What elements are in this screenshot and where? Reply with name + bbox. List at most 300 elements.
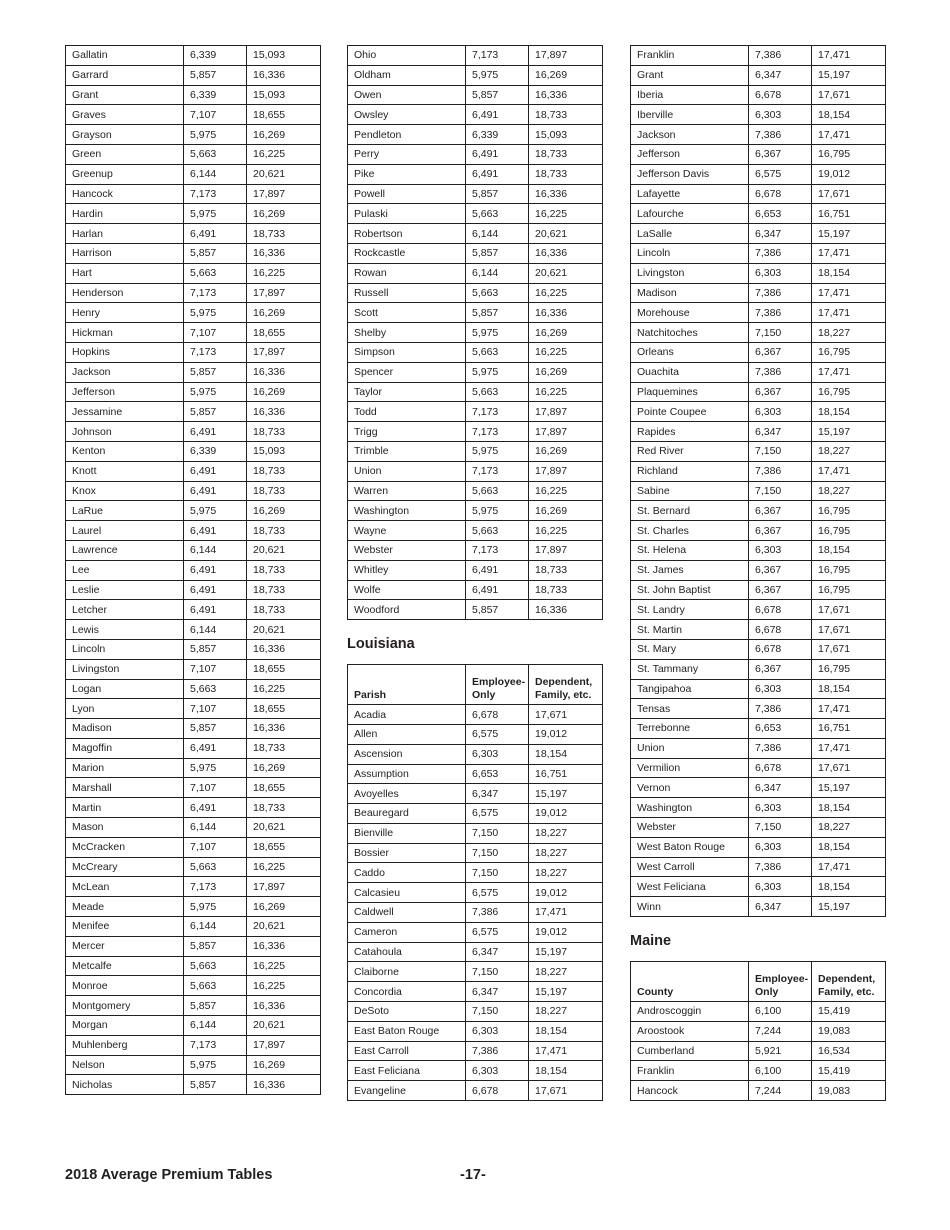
dependent-family-cell: 17,471 [529,903,603,923]
name-cell: Jefferson [66,382,184,402]
header-parish: Parish [348,665,466,705]
dependent-family-cell: 16,269 [529,441,603,461]
employee-only-cell: 5,975 [184,125,247,145]
name-cell: Garrard [66,65,184,85]
employee-only-cell: 5,857 [184,65,247,85]
name-cell: Jefferson [631,144,749,164]
name-cell: McCracken [66,837,184,857]
name-cell: Madison [631,283,749,303]
table-row [631,402,886,422]
table-row [348,184,603,204]
employee-only-cell: 6,303 [466,1061,529,1081]
employee-only-cell: 5,857 [184,1075,247,1095]
dependent-family-cell: 17,471 [529,1041,603,1061]
table-row [348,982,603,1002]
name-cell: McCreary [66,857,184,877]
table-row [66,65,321,85]
name-cell: Muhlenberg [66,1035,184,1055]
employee-only-cell: 6,491 [184,738,247,758]
name-cell: Harrison [66,243,184,263]
dependent-family-cell: 20,621 [247,540,321,560]
name-cell: Vernon [631,778,749,798]
table-row [66,877,321,897]
table-row [66,956,321,976]
table-row [631,1002,886,1022]
employee-only-cell: 5,663 [184,263,247,283]
name-cell: Wayne [348,521,466,541]
employee-only-cell: 7,150 [466,1002,529,1022]
table-row [348,922,603,942]
table-row [66,303,321,323]
name-cell: Nelson [66,1055,184,1075]
table-row [348,1081,603,1101]
employee-only-cell: 7,386 [749,283,812,303]
employee-only-cell: 7,386 [466,1041,529,1061]
employee-only-cell: 7,173 [466,461,529,481]
employee-only-cell: 6,303 [749,679,812,699]
employee-only-cell: 6,303 [466,1021,529,1041]
header-employee-only: Employee- Only [749,962,812,1002]
employee-only-cell: 6,144 [184,1016,247,1036]
table-row [66,283,321,303]
dependent-family-cell: 15,093 [247,85,321,105]
employee-only-cell: 7,386 [749,46,812,66]
dependent-family-cell: 15,197 [529,982,603,1002]
table-row [631,224,886,244]
employee-only-cell: 7,150 [466,823,529,843]
dependent-family-cell: 19,012 [812,164,886,184]
employee-only-cell: 6,144 [184,818,247,838]
name-cell: Calcasieu [348,883,466,903]
employee-only-cell: 5,663 [184,956,247,976]
employee-only-cell: 7,173 [184,184,247,204]
table-row [66,263,321,283]
dependent-family-cell: 18,655 [247,778,321,798]
dependent-family-cell: 17,471 [812,283,886,303]
table-row [66,441,321,461]
name-cell: Monroe [66,976,184,996]
table-row [66,105,321,125]
louisiana-title: Louisiana [347,636,415,653]
employee-only-cell: 5,975 [466,323,529,343]
employee-only-cell: 6,303 [749,402,812,422]
table-row [66,837,321,857]
name-cell: Union [348,461,466,481]
name-cell: West Carroll [631,857,749,877]
dependent-family-cell: 16,225 [529,382,603,402]
table-row [348,65,603,85]
table-row [66,342,321,362]
name-cell: Webster [348,540,466,560]
dependent-family-cell: 20,621 [529,263,603,283]
dependent-family-cell: 15,093 [529,125,603,145]
name-cell: Jessamine [66,402,184,422]
name-cell: Pointe Coupee [631,402,749,422]
table-row [348,303,603,323]
dependent-family-cell: 16,225 [529,481,603,501]
name-cell: Ouachita [631,362,749,382]
dependent-family-cell: 18,154 [812,263,886,283]
dependent-family-cell: 16,795 [812,382,886,402]
table-row [348,461,603,481]
employee-only-cell: 7,150 [749,323,812,343]
table-row [631,659,886,679]
table-row [631,303,886,323]
name-cell: Androscoggin [631,1002,749,1022]
employee-only-cell: 6,303 [466,744,529,764]
dependent-family-cell: 18,733 [529,105,603,125]
table-row [66,580,321,600]
name-cell: Hardin [66,204,184,224]
name-cell: Evangeline [348,1081,466,1101]
dependent-family-cell: 18,655 [247,837,321,857]
employee-only-cell: 6,144 [466,224,529,244]
dependent-family-cell: 18,227 [812,323,886,343]
employee-only-cell: 7,386 [466,903,529,923]
name-cell: St. James [631,560,749,580]
dependent-family-cell: 17,897 [529,422,603,442]
name-cell: Metcalfe [66,956,184,976]
table-row [66,699,321,719]
name-cell: Magoffin [66,738,184,758]
name-cell: Orleans [631,342,749,362]
employee-only-cell: 6,491 [466,144,529,164]
name-cell: Oldham [348,65,466,85]
dependent-family-cell: 15,093 [247,441,321,461]
name-cell: Lawrence [66,540,184,560]
table-row [631,481,886,501]
employee-only-cell: 6,144 [184,164,247,184]
table-row [66,540,321,560]
dependent-family-cell: 18,733 [247,738,321,758]
dependent-family-cell: 18,733 [247,422,321,442]
table-row [348,863,603,883]
employee-only-cell: 6,303 [749,877,812,897]
employee-only-cell: 7,107 [184,699,247,719]
table-row [631,897,886,917]
table-row [631,422,886,442]
dependent-family-cell: 18,733 [247,461,321,481]
table-row [348,942,603,962]
dependent-family-cell: 16,269 [247,501,321,521]
employee-only-cell: 5,975 [184,204,247,224]
name-cell: Owsley [348,105,466,125]
name-cell: Owen [348,85,466,105]
table-row [631,125,886,145]
dependent-family-cell: 17,671 [812,620,886,640]
dependent-family-cell: 18,733 [247,580,321,600]
dependent-family-cell: 18,733 [529,144,603,164]
employee-only-cell: 6,367 [749,144,812,164]
table-row [631,46,886,66]
name-cell: Perry [348,144,466,164]
employee-only-cell: 6,144 [184,917,247,937]
employee-only-cell: 7,173 [466,402,529,422]
dependent-family-cell: 16,269 [529,362,603,382]
table-row [66,778,321,798]
table-row [66,639,321,659]
name-cell: Pulaski [348,204,466,224]
name-cell: Allen [348,724,466,744]
dependent-family-cell: 17,471 [812,362,886,382]
table-row [66,560,321,580]
dependent-family-cell: 16,336 [529,600,603,620]
employee-only-cell: 7,244 [749,1081,812,1101]
header-county: County [631,962,749,1002]
dependent-family-cell: 18,154 [812,540,886,560]
dependent-family-cell: 18,733 [247,798,321,818]
dependent-family-cell: 18,154 [812,837,886,857]
dependent-family-cell: 18,655 [247,699,321,719]
name-cell: Grayson [66,125,184,145]
name-cell: Aroostook [631,1021,749,1041]
employee-only-cell: 7,173 [184,342,247,362]
name-cell: Ascension [348,744,466,764]
dependent-family-cell: 20,621 [247,917,321,937]
employee-only-cell: 6,339 [184,85,247,105]
dependent-family-cell: 18,154 [529,744,603,764]
table-row [631,877,886,897]
table-row [66,521,321,541]
name-cell: Franklin [631,1061,749,1081]
name-cell: Winn [631,897,749,917]
name-cell: Simpson [348,342,466,362]
name-cell: Concordia [348,982,466,1002]
employee-only-cell: 7,173 [466,540,529,560]
name-cell: Lincoln [631,243,749,263]
dependent-family-cell: 16,269 [247,1055,321,1075]
dependent-family-cell: 17,471 [812,303,886,323]
employee-only-cell: 6,347 [749,65,812,85]
name-cell: East Carroll [348,1041,466,1061]
name-cell: Powell [348,184,466,204]
employee-only-cell: 6,678 [749,758,812,778]
dependent-family-cell: 17,471 [812,738,886,758]
employee-only-cell: 6,347 [466,942,529,962]
dependent-family-cell: 18,655 [247,105,321,125]
name-cell: Trimble [348,441,466,461]
name-cell: East Feliciana [348,1061,466,1081]
table-row [348,382,603,402]
table-row [348,46,603,66]
dependent-family-cell: 18,655 [247,323,321,343]
name-cell: Richland [631,461,749,481]
name-cell: Lafayette [631,184,749,204]
table-row [348,823,603,843]
table-row [66,659,321,679]
name-cell: Caldwell [348,903,466,923]
dependent-family-cell: 19,012 [529,804,603,824]
dependent-family-cell: 16,336 [529,243,603,263]
name-cell: St. Martin [631,620,749,640]
name-cell: Bossier [348,843,466,863]
employee-only-cell: 6,491 [184,798,247,818]
employee-only-cell: 6,144 [184,620,247,640]
name-cell: East Baton Rouge [348,1021,466,1041]
dependent-family-cell: 17,897 [247,184,321,204]
table-row [66,323,321,343]
dependent-family-cell: 16,336 [247,719,321,739]
employee-only-cell: 7,173 [466,46,529,66]
table-row [66,362,321,382]
table-row [66,917,321,937]
table-row [348,323,603,343]
employee-only-cell: 5,975 [466,65,529,85]
dependent-family-cell: 17,671 [529,1081,603,1101]
name-cell: Johnson [66,422,184,442]
dependent-family-cell: 16,751 [812,719,886,739]
name-cell: Pike [348,164,466,184]
dependent-family-cell: 16,269 [247,382,321,402]
employee-only-cell: 5,663 [184,144,247,164]
employee-only-cell: 5,663 [466,521,529,541]
employee-only-cell: 5,857 [184,719,247,739]
employee-only-cell: 5,857 [466,600,529,620]
table-row [66,1055,321,1075]
dependent-family-cell: 20,621 [247,620,321,640]
table-row [66,46,321,66]
employee-only-cell: 7,107 [184,837,247,857]
table-row [631,1061,886,1081]
dependent-family-cell: 19,012 [529,922,603,942]
dependent-family-cell: 20,621 [529,224,603,244]
table-row [631,719,886,739]
employee-only-cell: 6,367 [749,382,812,402]
dependent-family-cell: 16,751 [812,204,886,224]
dependent-family-cell: 15,197 [812,778,886,798]
employee-only-cell: 6,367 [749,342,812,362]
name-cell: Logan [66,679,184,699]
dependent-family-cell: 18,733 [529,164,603,184]
employee-only-cell: 6,653 [749,719,812,739]
dependent-family-cell: 17,897 [529,461,603,481]
employee-only-cell: 6,491 [466,580,529,600]
header-employee-only: Employee- Only [466,665,529,705]
column-1 [65,45,321,1095]
table-row [631,738,886,758]
table-row [66,620,321,640]
name-cell: Warren [348,481,466,501]
name-cell: Rapides [631,422,749,442]
name-cell: Spencer [348,362,466,382]
name-cell: St. Landry [631,600,749,620]
employee-only-cell: 6,491 [184,224,247,244]
dependent-family-cell: 18,227 [812,441,886,461]
employee-only-cell: 7,107 [184,778,247,798]
dependent-family-cell: 18,154 [812,679,886,699]
dependent-family-cell: 16,751 [529,764,603,784]
name-cell: Lafourche [631,204,749,224]
dependent-family-cell: 18,227 [529,843,603,863]
table-row [66,897,321,917]
name-cell: McLean [66,877,184,897]
name-cell: Iberville [631,105,749,125]
table-row [631,560,886,580]
employee-only-cell: 6,100 [749,1061,812,1081]
employee-only-cell: 6,575 [749,164,812,184]
name-cell: Assumption [348,764,466,784]
table-row [66,1075,321,1095]
employee-only-cell: 6,303 [749,798,812,818]
name-cell: Montgomery [66,996,184,1016]
name-cell: Union [631,738,749,758]
dependent-family-cell: 18,154 [812,877,886,897]
dependent-family-cell: 17,471 [812,243,886,263]
table-row [348,784,603,804]
table-row [631,857,886,877]
dependent-family-cell: 18,227 [529,823,603,843]
name-cell: Marion [66,758,184,778]
table-row [631,105,886,125]
dependent-family-cell: 17,897 [529,540,603,560]
name-cell: LaRue [66,501,184,521]
table-row [631,600,886,620]
employee-only-cell: 7,173 [466,422,529,442]
employee-only-cell: 5,857 [184,936,247,956]
employee-only-cell: 6,678 [749,184,812,204]
employee-only-cell: 5,857 [184,639,247,659]
name-cell: Lee [66,560,184,580]
employee-only-cell: 7,386 [749,243,812,263]
dependent-family-cell: 16,269 [529,501,603,521]
table-row [631,837,886,857]
table-row [631,620,886,640]
table-row [348,85,603,105]
employee-only-cell: 5,975 [184,382,247,402]
column-2 [347,45,603,1101]
name-cell: Graves [66,105,184,125]
dependent-family-cell: 16,336 [247,639,321,659]
employee-only-cell: 6,367 [749,580,812,600]
employee-only-cell: 7,386 [749,699,812,719]
table-row [348,560,603,580]
dependent-family-cell: 16,225 [247,976,321,996]
name-cell: Green [66,144,184,164]
dependent-family-cell: 16,795 [812,521,886,541]
employee-only-cell: 5,663 [466,283,529,303]
name-cell: Trigg [348,422,466,442]
dependent-family-cell: 17,471 [812,46,886,66]
louisiana-table [347,664,603,1101]
dependent-family-cell: 18,733 [247,521,321,541]
table-row [348,1002,603,1022]
employee-only-cell: 5,663 [466,342,529,362]
employee-only-cell: 7,386 [749,125,812,145]
employee-only-cell: 5,975 [184,1055,247,1075]
name-cell: Franklin [631,46,749,66]
name-cell: Natchitoches [631,323,749,343]
name-cell: Madison [66,719,184,739]
name-cell: Laurel [66,521,184,541]
table-row [348,705,603,725]
employee-only-cell: 6,347 [466,784,529,804]
employee-only-cell: 5,663 [184,976,247,996]
table-row [631,699,886,719]
employee-only-cell: 6,100 [749,1002,812,1022]
dependent-family-cell: 16,795 [812,659,886,679]
name-cell: Knox [66,481,184,501]
table-row [348,422,603,442]
dependent-family-cell: 16,795 [812,560,886,580]
employee-only-cell: 6,678 [466,1081,529,1101]
name-cell: Jackson [66,362,184,382]
name-cell: Lincoln [66,639,184,659]
employee-only-cell: 6,339 [466,125,529,145]
employee-only-cell: 5,663 [466,382,529,402]
kentucky-table-continued-2 [347,45,603,620]
table-row [631,85,886,105]
dependent-family-cell: 17,471 [812,857,886,877]
